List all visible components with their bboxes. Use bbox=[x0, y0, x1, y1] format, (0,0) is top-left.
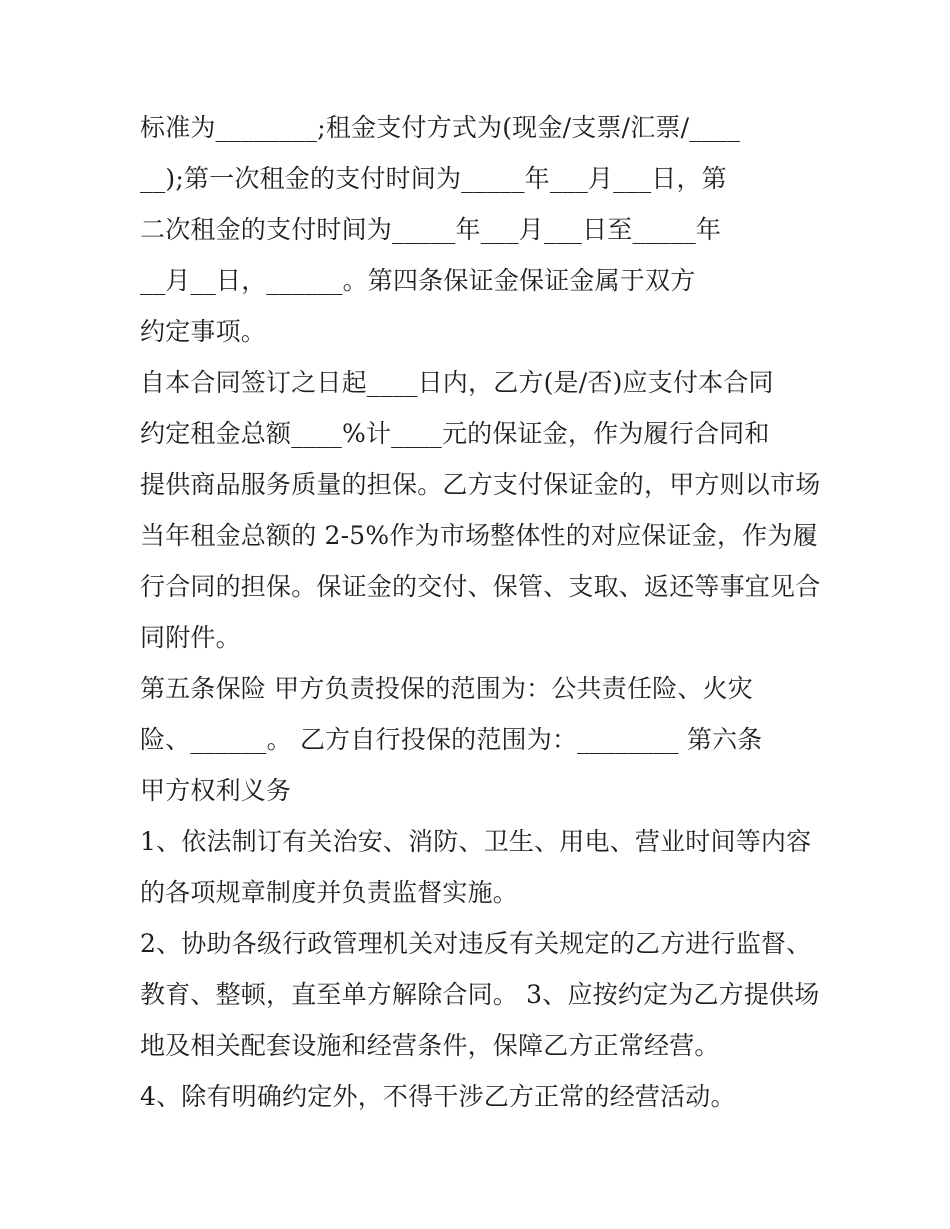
text-line: 教育、整顿，直至单方解除合同。 3、应按约定为乙方提供场 bbox=[140, 980, 820, 1009]
text-line: __);第一次租金的支付时间为_____年___月___日，第 bbox=[140, 164, 727, 193]
text-line: 第五条保险 甲方负责投保的范围为：公共责任险、火灾 bbox=[140, 674, 753, 703]
text-line: 1、依法制订有关治安、消防、卫生、用电、营业时间等内容 bbox=[140, 827, 812, 856]
text-line: 险、______。 乙方自行投保的范围为：________ 第六条 bbox=[140, 725, 763, 754]
text-line: 行合同的担保。保证金的交付、保管、支取、返还等事宜见合 bbox=[140, 572, 820, 601]
text-line: 二次租金的支付时间为_____年___月___日至_____年 bbox=[140, 215, 722, 244]
text-line: 自本合同签订之日起____日内，乙方(是/否)应支付本合同 bbox=[140, 368, 774, 397]
text-line: 地及相关配套设施和经营条件，保障乙方正常经营。 bbox=[140, 1031, 720, 1060]
text-line: 当年租金总额的 2-5%作为市场整体性的对应保证金，作为履 bbox=[140, 521, 818, 550]
text-line: 的各项规章制度并负责监督实施。 bbox=[140, 878, 519, 907]
text-line: 提供商品服务质量的担保。乙方支付保证金的，甲方则以市场 bbox=[140, 470, 820, 499]
text-line: 约定事项。 bbox=[140, 317, 267, 346]
text-line: 约定租金总额____%计____元的保证金，作为履行合同和 bbox=[140, 419, 770, 448]
text-line: 同附件。 bbox=[140, 623, 241, 652]
text-line: __月__日，______。第四条保证金保证金属于双方 bbox=[140, 266, 696, 295]
text-line: 甲方权利义务 bbox=[140, 776, 292, 805]
text-line: 标准为________;租金支付方式为(现金/支票/汇票/____ bbox=[140, 113, 741, 142]
text-line: 4、除有明确约定外，不得干涉乙方正常的经营活动。 bbox=[140, 1082, 736, 1111]
text-line: 2、协助各级行政管理机关对违反有关规定的乙方进行监督、 bbox=[140, 929, 812, 958]
